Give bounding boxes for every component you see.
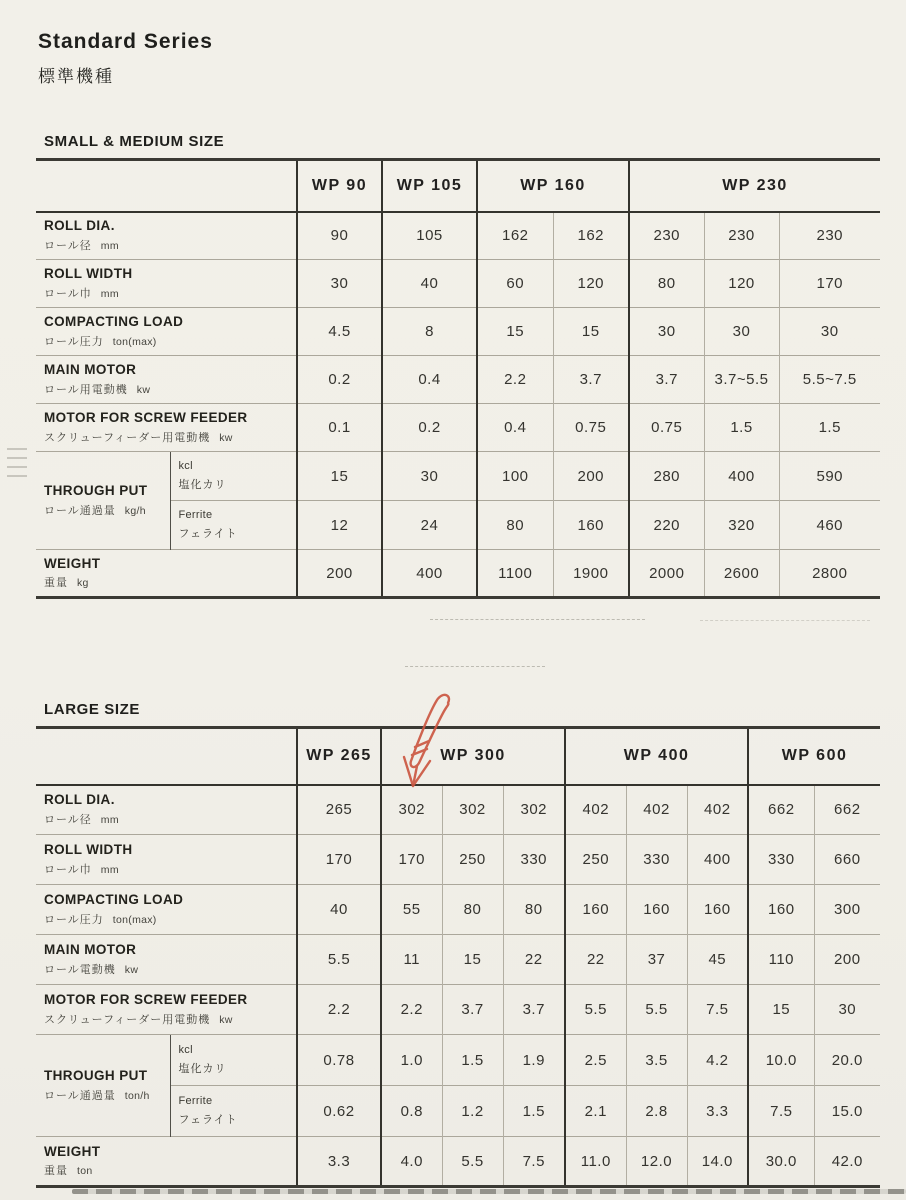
spec-value-cell: 4.5 — [297, 308, 382, 356]
spec-value-cell: 1900 — [553, 550, 629, 598]
scan-artifact-line — [405, 666, 545, 667]
sub-row-label-en: Ferrite — [178, 1095, 213, 1108]
spec-value-cell: 22 — [565, 935, 626, 985]
spec-table-small-medium-wrap — [36, 158, 880, 599]
row-label-ja-text: ロール用電動機 — [44, 383, 128, 396]
row-unit: mm — [100, 863, 119, 876]
spec-value-cell: 7.5 — [748, 1086, 814, 1137]
column-group-header: WP 265 — [297, 728, 381, 785]
spec-value-cell: 0.75 — [629, 404, 704, 452]
sub-row-label-en: Ferrite — [178, 509, 213, 522]
spec-value-cell: 402 — [687, 785, 748, 835]
spec-value-cell: 662 — [814, 785, 880, 835]
sub-row-label — [170, 501, 297, 550]
spec-value-cell: 8 — [382, 308, 477, 356]
spec-value-cell: 40 — [382, 260, 477, 308]
spec-value-cell: 11.0 — [565, 1137, 626, 1187]
row-label-ja-text: ロール通過量 — [44, 504, 116, 517]
table-corner-cell — [36, 160, 297, 212]
spec-value-cell: 2.2 — [381, 985, 442, 1035]
spec-value-cell: 4.0 — [381, 1137, 442, 1187]
spec-value-cell: 15 — [477, 308, 553, 356]
row-label-ja-text: スクリューフィーダー用電動機 — [44, 1013, 211, 1026]
row-label — [36, 985, 297, 1035]
column-group-header: WP 160 — [477, 160, 629, 212]
row-label-ja — [44, 961, 296, 977]
spec-value-cell: 220 — [629, 501, 704, 550]
spec-value-cell: 4.2 — [687, 1035, 748, 1086]
table-row — [36, 835, 880, 885]
spec-value-cell: 230 — [629, 212, 704, 260]
row-label — [36, 356, 297, 404]
spec-value-cell: 200 — [553, 452, 629, 501]
table-row — [36, 356, 880, 404]
spec-value-cell: 42.0 — [814, 1137, 880, 1187]
spec-value-cell: 1100 — [477, 550, 553, 598]
row-label-ja — [44, 811, 296, 827]
row-label-ja-text: ロール圧力 — [44, 913, 104, 926]
row-unit: kw — [219, 431, 233, 444]
spec-value-cell: 3.3 — [687, 1086, 748, 1137]
column-group-header: WP 230 — [629, 160, 880, 212]
row-label-ja — [44, 911, 296, 927]
spec-value-cell: 330 — [503, 835, 565, 885]
spec-value-cell: 90 — [297, 212, 382, 260]
spec-value-cell: 14.0 — [687, 1137, 748, 1187]
spec-value-cell: 170 — [297, 835, 381, 885]
table-row — [36, 404, 880, 452]
row-label-ja-text: ロール圧力 — [44, 335, 104, 348]
spec-value-cell: 250 — [442, 835, 503, 885]
sub-row-label — [170, 452, 297, 501]
table-row — [36, 308, 880, 356]
spec-value-cell: 7.5 — [503, 1137, 565, 1187]
column-group-header: WP 90 — [297, 160, 382, 212]
row-label-en: MOTOR FOR SCREW FEEDER — [44, 410, 248, 426]
spec-value-cell: 15 — [748, 985, 814, 1035]
table-row — [36, 1137, 880, 1187]
scan-margin-marks — [7, 448, 27, 484]
row-label-en: COMPACTING LOAD — [44, 314, 184, 330]
spec-value-cell: 110 — [748, 935, 814, 985]
spec-value-cell: 2.5 — [565, 1035, 626, 1086]
table-row — [36, 985, 880, 1035]
row-label — [36, 212, 297, 260]
spec-value-cell: 30 — [779, 308, 880, 356]
spec-value-cell: 30 — [382, 452, 477, 501]
row-unit: kw — [219, 1013, 233, 1026]
spec-value-cell: 5.5~7.5 — [779, 356, 880, 404]
row-label-ja-text: ロール巾 — [44, 287, 92, 300]
spec-value-cell: 0.8 — [381, 1086, 442, 1137]
spec-value-cell: 10.0 — [748, 1035, 814, 1086]
section-title-small-medium: SMALL & MEDIUM SIZE — [44, 133, 225, 150]
row-label-ja — [44, 333, 296, 349]
spec-value-cell: 1.5 — [704, 404, 779, 452]
table-row — [36, 935, 880, 985]
spec-value-cell: 2000 — [629, 550, 704, 598]
spec-value-cell: 40 — [297, 885, 381, 935]
column-group-header: WP 600 — [748, 728, 880, 785]
row-label-ja — [44, 1162, 296, 1178]
spec-value-cell: 1.0 — [381, 1035, 442, 1086]
row-label — [36, 452, 170, 550]
spec-value-cell: 80 — [629, 260, 704, 308]
scan-artifact-line — [430, 619, 645, 620]
spec-value-cell: 330 — [748, 835, 814, 885]
spec-value-cell: 302 — [503, 785, 565, 835]
row-label-ja-text: ロール巾 — [44, 863, 92, 876]
row-label-ja — [44, 861, 296, 877]
sub-row-label-ja: フェライト — [178, 1113, 238, 1126]
spec-value-cell: 280 — [629, 452, 704, 501]
spec-value-cell: 160 — [626, 885, 687, 935]
row-label — [36, 550, 297, 598]
spec-value-cell: 460 — [779, 501, 880, 550]
spec-value-cell: 400 — [704, 452, 779, 501]
spec-value-cell: 5.5 — [297, 935, 381, 985]
spec-value-cell: 1.9 — [503, 1035, 565, 1086]
spec-value-cell: 320 — [704, 501, 779, 550]
spec-value-cell: 2800 — [779, 550, 880, 598]
row-unit: kg/h — [124, 504, 146, 517]
spec-value-cell: 170 — [779, 260, 880, 308]
spec-value-cell: 0.2 — [382, 404, 477, 452]
row-label — [36, 1137, 297, 1187]
sub-row-label-ja: フェライト — [178, 527, 238, 540]
section-title-large: LARGE SIZE — [44, 701, 141, 718]
spec-value-cell: 160 — [565, 885, 626, 935]
scan-page-edge — [72, 1189, 906, 1194]
column-group-header: WP 400 — [565, 728, 748, 785]
row-label — [36, 1035, 170, 1137]
spec-value-cell: 15 — [297, 452, 382, 501]
row-label-en: WEIGHT — [44, 555, 101, 571]
column-group-header: WP 300 — [381, 728, 565, 785]
spec-value-cell: 302 — [381, 785, 442, 835]
spec-value-cell: 12.0 — [626, 1137, 687, 1187]
hand-drawn-arrow-annotation — [395, 690, 463, 798]
spec-value-cell: 2.8 — [626, 1086, 687, 1137]
spec-value-cell: 0.4 — [382, 356, 477, 404]
spec-value-cell: 7.5 — [687, 985, 748, 1035]
row-unit: kg — [77, 577, 89, 590]
spec-value-cell: 160 — [687, 885, 748, 935]
row-unit: kw — [136, 383, 151, 396]
spec-value-cell: 120 — [704, 260, 779, 308]
row-label-ja-text: ロール電動機 — [44, 963, 116, 976]
spec-value-cell: 3.3 — [297, 1137, 381, 1187]
spec-value-cell: 162 — [477, 212, 553, 260]
spec-value-cell: 660 — [814, 835, 880, 885]
row-label — [36, 835, 297, 885]
spec-value-cell: 12 — [297, 501, 382, 550]
row-unit: kw — [124, 963, 139, 976]
row-label — [36, 308, 297, 356]
sub-row-label-ja: 塩化カリ — [178, 1062, 227, 1075]
sub-row-label-ja: 塩化カリ — [178, 478, 227, 491]
spec-value-cell: 5.5 — [442, 1137, 503, 1187]
spec-value-cell: 0.62 — [297, 1086, 381, 1137]
spec-value-cell: 55 — [381, 885, 442, 935]
scan-artifact-line — [700, 620, 870, 621]
table-row — [36, 260, 880, 308]
spec-value-cell: 45 — [687, 935, 748, 985]
row-unit: ton(max) — [112, 335, 157, 348]
row-label — [36, 404, 297, 452]
spec-value-cell: 1.5 — [503, 1086, 565, 1137]
spec-value-cell: 22 — [503, 935, 565, 985]
spec-value-cell: 0.2 — [297, 356, 382, 404]
spec-value-cell: 100 — [477, 452, 553, 501]
sub-row-label — [170, 1035, 297, 1086]
column-group-header: WP 105 — [382, 160, 477, 212]
spec-value-cell: 160 — [748, 885, 814, 935]
row-unit: mm — [100, 287, 119, 300]
spec-value-cell: 37 — [626, 935, 687, 985]
spec-value-cell: 1.5 — [779, 404, 880, 452]
spec-value-cell: 0.4 — [477, 404, 553, 452]
row-label-ja — [44, 1087, 170, 1103]
row-label-en: COMPACTING LOAD — [44, 892, 184, 908]
spec-value-cell: 3.7 — [629, 356, 704, 404]
spec-value-cell: 265 — [297, 785, 381, 835]
spec-value-cell: 402 — [626, 785, 687, 835]
row-unit: ton/h — [124, 1089, 150, 1102]
spec-value-cell: 3.5 — [626, 1035, 687, 1086]
row-label-ja-text: ロール径 — [44, 814, 92, 826]
row-label — [36, 885, 297, 935]
spec-value-cell: 80 — [477, 501, 553, 550]
spec-value-cell: 2.1 — [565, 1086, 626, 1137]
spec-value-cell: 0.78 — [297, 1035, 381, 1086]
row-label — [36, 260, 297, 308]
row-label-ja — [44, 285, 296, 301]
row-label-ja-text: 重量 — [44, 1165, 68, 1178]
spec-value-cell: 2600 — [704, 550, 779, 598]
row-unit: mm — [100, 814, 119, 826]
row-label-ja — [44, 1011, 296, 1027]
table-row — [36, 452, 880, 501]
row-label-ja-text: ロール通過量 — [44, 1089, 116, 1102]
spec-value-cell: 30 — [297, 260, 382, 308]
row-label-ja — [44, 502, 170, 518]
spec-value-cell: 200 — [297, 550, 382, 598]
row-label-ja — [44, 381, 296, 397]
spec-value-cell: 170 — [381, 835, 442, 885]
spec-value-cell: 0.1 — [297, 404, 382, 452]
row-label-en: THROUGH PUT — [44, 1068, 148, 1084]
spec-value-cell: 250 — [565, 835, 626, 885]
spec-value-cell: 2.2 — [477, 356, 553, 404]
spec-value-cell: 120 — [553, 260, 629, 308]
row-label-en: ROLL WIDTH — [44, 266, 133, 282]
spec-value-cell: 5.5 — [626, 985, 687, 1035]
row-label — [36, 785, 297, 835]
spec-value-cell: 1.5 — [442, 1035, 503, 1086]
table-row — [36, 885, 880, 935]
sub-row-label — [170, 1086, 297, 1137]
spec-value-cell: 590 — [779, 452, 880, 501]
spec-value-cell: 3.7 — [442, 985, 503, 1035]
spec-value-cell: 402 — [565, 785, 626, 835]
row-label-ja — [44, 429, 296, 445]
spec-value-cell: 302 — [442, 785, 503, 835]
spec-value-cell: 11 — [381, 935, 442, 985]
row-unit: ton — [77, 1165, 93, 1178]
spec-value-cell: 80 — [503, 885, 565, 935]
spec-value-cell: 330 — [626, 835, 687, 885]
spec-table-small-medium — [36, 158, 880, 599]
spec-value-cell: 30 — [814, 985, 880, 1035]
row-label — [36, 935, 297, 985]
row-label-en: MOTOR FOR SCREW FEEDER — [44, 992, 248, 1008]
spec-value-cell: 162 — [553, 212, 629, 260]
spec-value-cell: 20.0 — [814, 1035, 880, 1086]
spec-value-cell: 1.2 — [442, 1086, 503, 1137]
sub-row-label-en: kcl — [178, 1044, 193, 1057]
row-unit: mm — [100, 240, 119, 252]
row-label-ja — [44, 237, 296, 253]
spec-value-cell: 30 — [704, 308, 779, 356]
row-label-en: MAIN MOTOR — [44, 362, 137, 378]
spec-value-cell: 662 — [748, 785, 814, 835]
table-row — [36, 1035, 880, 1086]
page-subtitle-ja: 標準機種 — [38, 67, 114, 86]
table-corner-cell — [36, 728, 297, 785]
spec-value-cell: 200 — [814, 935, 880, 985]
row-label-ja-text: ロール径 — [44, 240, 92, 252]
row-label-ja — [44, 574, 296, 590]
spec-value-cell: 30.0 — [748, 1137, 814, 1187]
spec-value-cell: 160 — [553, 501, 629, 550]
spec-value-cell: 60 — [477, 260, 553, 308]
table-row — [36, 212, 880, 260]
row-label-en: ROLL DIA. — [44, 792, 115, 808]
row-label-ja-text: 重量 — [44, 577, 68, 590]
spec-value-cell: 400 — [687, 835, 748, 885]
row-unit: ton(max) — [112, 913, 157, 926]
spec-value-cell: 15 — [553, 308, 629, 356]
page-title: Standard Series — [38, 30, 213, 53]
spec-value-cell: 230 — [779, 212, 880, 260]
spec-value-cell: 300 — [814, 885, 880, 935]
spec-value-cell: 230 — [704, 212, 779, 260]
spec-value-cell: 3.7 — [553, 356, 629, 404]
row-label-en: THROUGH PUT — [44, 483, 148, 499]
spec-value-cell: 15 — [442, 935, 503, 985]
spec-value-cell: 2.2 — [297, 985, 381, 1035]
row-label-ja-text: スクリューフィーダー用電動機 — [44, 431, 211, 444]
row-label-en: ROLL DIA. — [44, 218, 115, 234]
spec-value-cell: 105 — [382, 212, 477, 260]
row-label-en: WEIGHT — [44, 1143, 101, 1159]
spec-value-cell: 400 — [382, 550, 477, 598]
spec-value-cell: 80 — [442, 885, 503, 935]
spec-value-cell: 24 — [382, 501, 477, 550]
spec-value-cell: 15.0 — [814, 1086, 880, 1137]
spec-value-cell: 0.75 — [553, 404, 629, 452]
spec-value-cell: 3.7 — [503, 985, 565, 1035]
spec-value-cell: 3.7~5.5 — [704, 356, 779, 404]
sub-row-label-en: kcl — [178, 460, 193, 473]
table-row — [36, 550, 880, 598]
row-label-en: MAIN MOTOR — [44, 942, 137, 958]
row-label-en: ROLL WIDTH — [44, 842, 133, 858]
spec-value-cell: 5.5 — [565, 985, 626, 1035]
spec-value-cell: 30 — [629, 308, 704, 356]
